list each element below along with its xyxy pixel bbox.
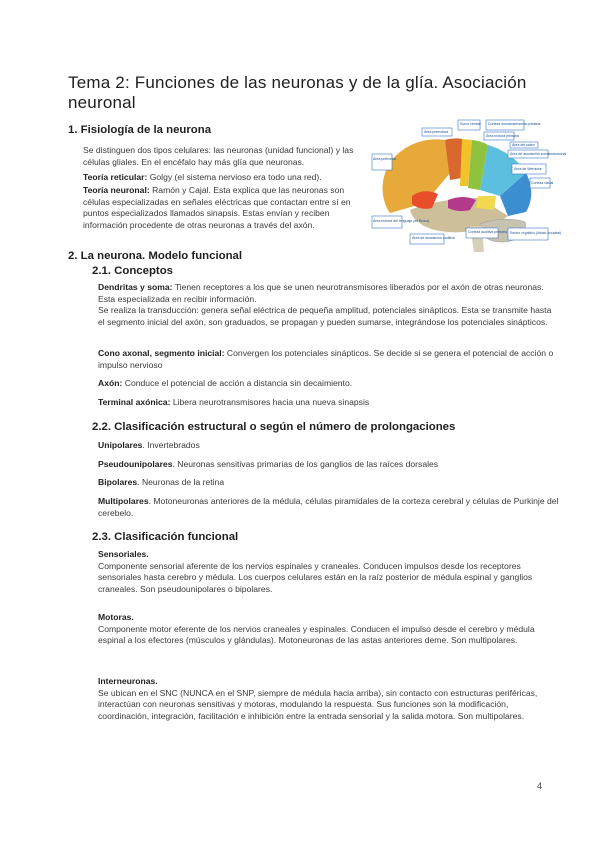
label-prefrontal: Área prefrontal [373,157,397,161]
section-2-2-heading: 2.2. Clasificación estructural o según el número de prolongaciones [92,421,456,433]
label-broca: Área motora del lenguaje (de Broca) [373,219,430,223]
motoras-text: Componente motor eferente de los nervios craneales y espinales. Conducen el impulso desde el cerebro y médula espinal a los efectores (músculos y glándulas). Motoneuronas de las astas anteriores deme. Son multipolares. [98,623,535,646]
bipolares-term: Bipolares [98,477,138,487]
unipolares-paragraph [98,440,560,452]
cono-text: Convergen los potenciales sinápticos. Se decide si se genera el potencial de acción o impulso nervioso [98,348,554,370]
interneuronas-block [98,676,560,722]
bipolares-paragraph [98,477,560,489]
multipolares-text: . Motoneuronas anteriores de la médula, células piramidales de la corteza cerebral y células de Purkinje del cerebelo. [98,496,559,518]
section-2-1-heading: 2.1. Conceptos [92,265,174,277]
page-title: Tema 2: Funciones de las neuronas y de la glía. Asociación neuronal [68,73,527,112]
label-visual: Corteza visual [531,181,554,185]
neuronal-term: Teoría neuronal: [83,185,150,195]
cono-term: Cono axonal, segmento inicial: [98,348,225,358]
axon-text: Conduce el potencial de acción a distancia sin decaimiento. [122,378,353,388]
cono-paragraph [98,348,560,371]
interneuronas-term: Interneuronas. [98,676,158,686]
label-asoc-auditiva: Área de asociación auditiva [412,236,455,240]
axon-paragraph [98,378,560,390]
s1-intro: Se distinguen dos tipos celulares: las neuronas (unidad funcional) y las células gliales. En el encéfalo hay más glía que neuronas. [83,145,354,167]
label-sabor: Área del sabor [512,143,535,147]
dendritas-term: Dendritas y soma: [98,282,173,292]
motoras-block [98,612,560,647]
dendritas-paragraph [98,282,560,305]
pseudo-term: Pseudounipolares [98,459,173,469]
terminal-paragraph [98,397,560,409]
axon-term: Axón: [98,378,123,388]
section-1-heading: 1. Fisiología de la neurona [68,124,212,136]
label-surco: Surco central [460,122,481,126]
terminal-text: Libera neurotransmisores hacia una nueva sinapsis [170,397,370,407]
reticular-term: Teoría reticular: [83,172,148,182]
brain-diagram [370,118,567,254]
pseudo-paragraph [98,459,560,471]
bipolares-text: . Neuronas de la retina [137,477,225,487]
unipolares-text: . Invertebrados [142,440,200,450]
terminal-term: Terminal axónica: [98,397,171,407]
multipolares-term: Multipolares [98,496,149,506]
label-premotora: Área premotora [424,130,449,134]
unipolares-term: Unipolares [98,440,143,450]
label-cognitivo: Sector cognitivo (lóbulo occipital) [510,231,562,235]
s1-reticular [83,172,371,184]
reticular-text: Golgy (el sistema nervioso era todo una red). [147,172,322,182]
dendritas-paragraph-2: Se realiza la transducción: genera señal eléctrica de pequeña amplitud, potenciales sinápticos. Esta se transmite hasta el segmento inicial del axón, son graduados, se propagan y pueden sumarse, integrándose los potenciales sinápticos. [98,305,552,327]
label-auditiva: Corteza auditiva primaria [468,230,507,234]
motoras-term: Motoras. [98,612,134,622]
sensoriales-text: Componente sensorial aferente de los nervios espinales y craneales. Conducen impulsos desde los receptores sensoriales hasta cerebro y médula. Los cuerpos celulares están en la raíz posterior de médula espinal y ganglios craneales. Son pseudounipolares o bipolares. [98,560,533,594]
label-wernicke: Área de Wernicke [514,167,542,171]
label-motora-primaria: Área motora primaria [486,134,519,138]
sensoriales-block [98,549,560,595]
page-number: 4 [537,781,543,791]
wernicke-area [476,196,496,210]
sensoriales-term: Sensoriales. [98,549,149,559]
multipolares-paragraph [98,496,560,519]
s1-neuronal [83,185,371,231]
section-2-heading: 2. La neurona. Modelo funcional [68,250,243,262]
section-2-3-heading: 2.3. Clasificación funcional [92,531,239,543]
pseudo-text: . Neuronas sensitivas primarias de los ganglios de las raíces dorsales [172,459,439,469]
label-somato-primaria: Corteza somatosensorial primaria [488,122,541,126]
dendritas-text: Tienen receptores a los que se unen neurotransmisores liberados por el axón de otras neuronas. Esta especializada en recibir información. [98,282,544,304]
label-asoc-somato: Área de asociación somatosensorial [510,152,567,156]
neuronal-text: Ramón y Cajal. Esta explica que las neuronas son células especializadas en señales eléctricas que contactan entre sí en puntos especializados llamados sinapsis. Estas envían y reciben información procedente de otras neuronas a través del axón. [83,185,351,230]
interneuronas-text: Se ubican en el SNC (NUNCA en el SNP, siempre de médula hacia arriba), sin contacto con estructuras periféricas, interactúan con neuronas sensitivas y motoras, modulando la respuesta. Sus funciones son la modificación, coordinación, integración, facilitación e inhibición entre la entrada sensorial y la salida motora. Son multipolares. [98,687,538,721]
